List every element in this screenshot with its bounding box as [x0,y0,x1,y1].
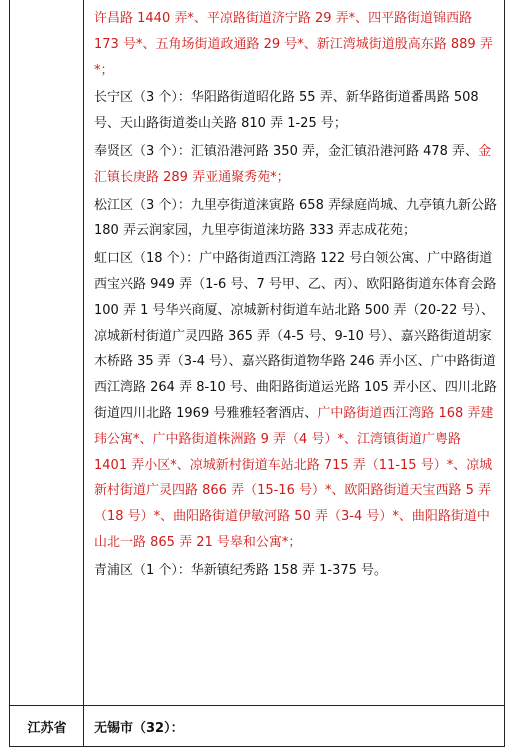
text-segment: 虹口区（18 个）：广中路街道西江湾路 122 号白领公寓、广中路街道西宝兴路 949 弄（1-6 号、7 号甲、乙、丙）、欧阳路街道东体育会路 100 弄 1 号华兴商厦、凉城新村街道车站北路 500 弄（20-22 号）、凉城新村街道广灵四路 365 弄（4-5 号、9-10 号）、嘉兴路街道胡家木桥路 35 弄（3-4 号）、嘉兴路街道物华路 246 弄小区、广中路街道西江湾路 264 弄 8-10 号、曲阳路街道运光路 105 弄小区、四川北路街道四川北路 1969 号雅雅轻奢酒店、 [94,251,497,421]
text-segment: 松江区（3 个）：九里亭街道涞寅路 658 弄绿庭尚城、九亭镇九新公路 180 弄云润家园，九里亭街道涞坊路 333 弄志成花苑； [94,197,497,239]
text-segment: 长宁区（3 个）：华阳路街道昭化路 55 弄、新华路街道番禺路 508 号、天山路街道娄山关路 810 弄 1-25 号； [94,90,479,132]
highlighted-text: 金汇镇长庚路 289 弄亚通聚秀苑*； [94,143,492,185]
district-paragraph [94,558,498,584]
district-paragraph [94,246,498,556]
text-segment: 奉贤区（3 个）：汇镇沿港河路 350 弄，金汇镇沿港河路 478 弄、 [94,143,479,159]
district-paragraph [94,193,498,245]
content-cell [94,6,498,586]
province-cell: 江苏省 [27,720,67,736]
row-divider [10,705,504,706]
text-segment: 青浦区（1 个）：华新镇纪秀路 158 弄 1-375 号。 [94,562,388,578]
highlighted-text: 广中路街道西江湾路 168 弄建玮公寓*、广中路街道株洲路 9 弄（4 号）*、江湾镇街道广粤路 1401 弄小区*、凉城新村街道车站北路 715 弄（11-15 号）*、凉城新村街道广灵四路 866 弄（15-16 号）*、欧阳路街道天宝西路 5 弄（18 号）*、曲阳路街道伊敏河路 50 弄（3-4 号）*、曲阳路街道中山北一路 865 弄 21 号皋和公寓*； [94,405,494,550]
table [9,0,505,747]
left-column [10,0,84,746]
city-heading: 无锡市（32）： [94,720,184,736]
district-paragraph [94,85,498,137]
highlighted-text: 许昌路 1440 弄*、平凉路街道济宁路 29 弄*、四平路街道锦西路 173 号*、五角场街道政通路 29 号*、新江湾城街道殷高东路 889 弄*； [94,11,493,78]
district-paragraph [94,6,498,83]
district-paragraph [94,139,498,191]
